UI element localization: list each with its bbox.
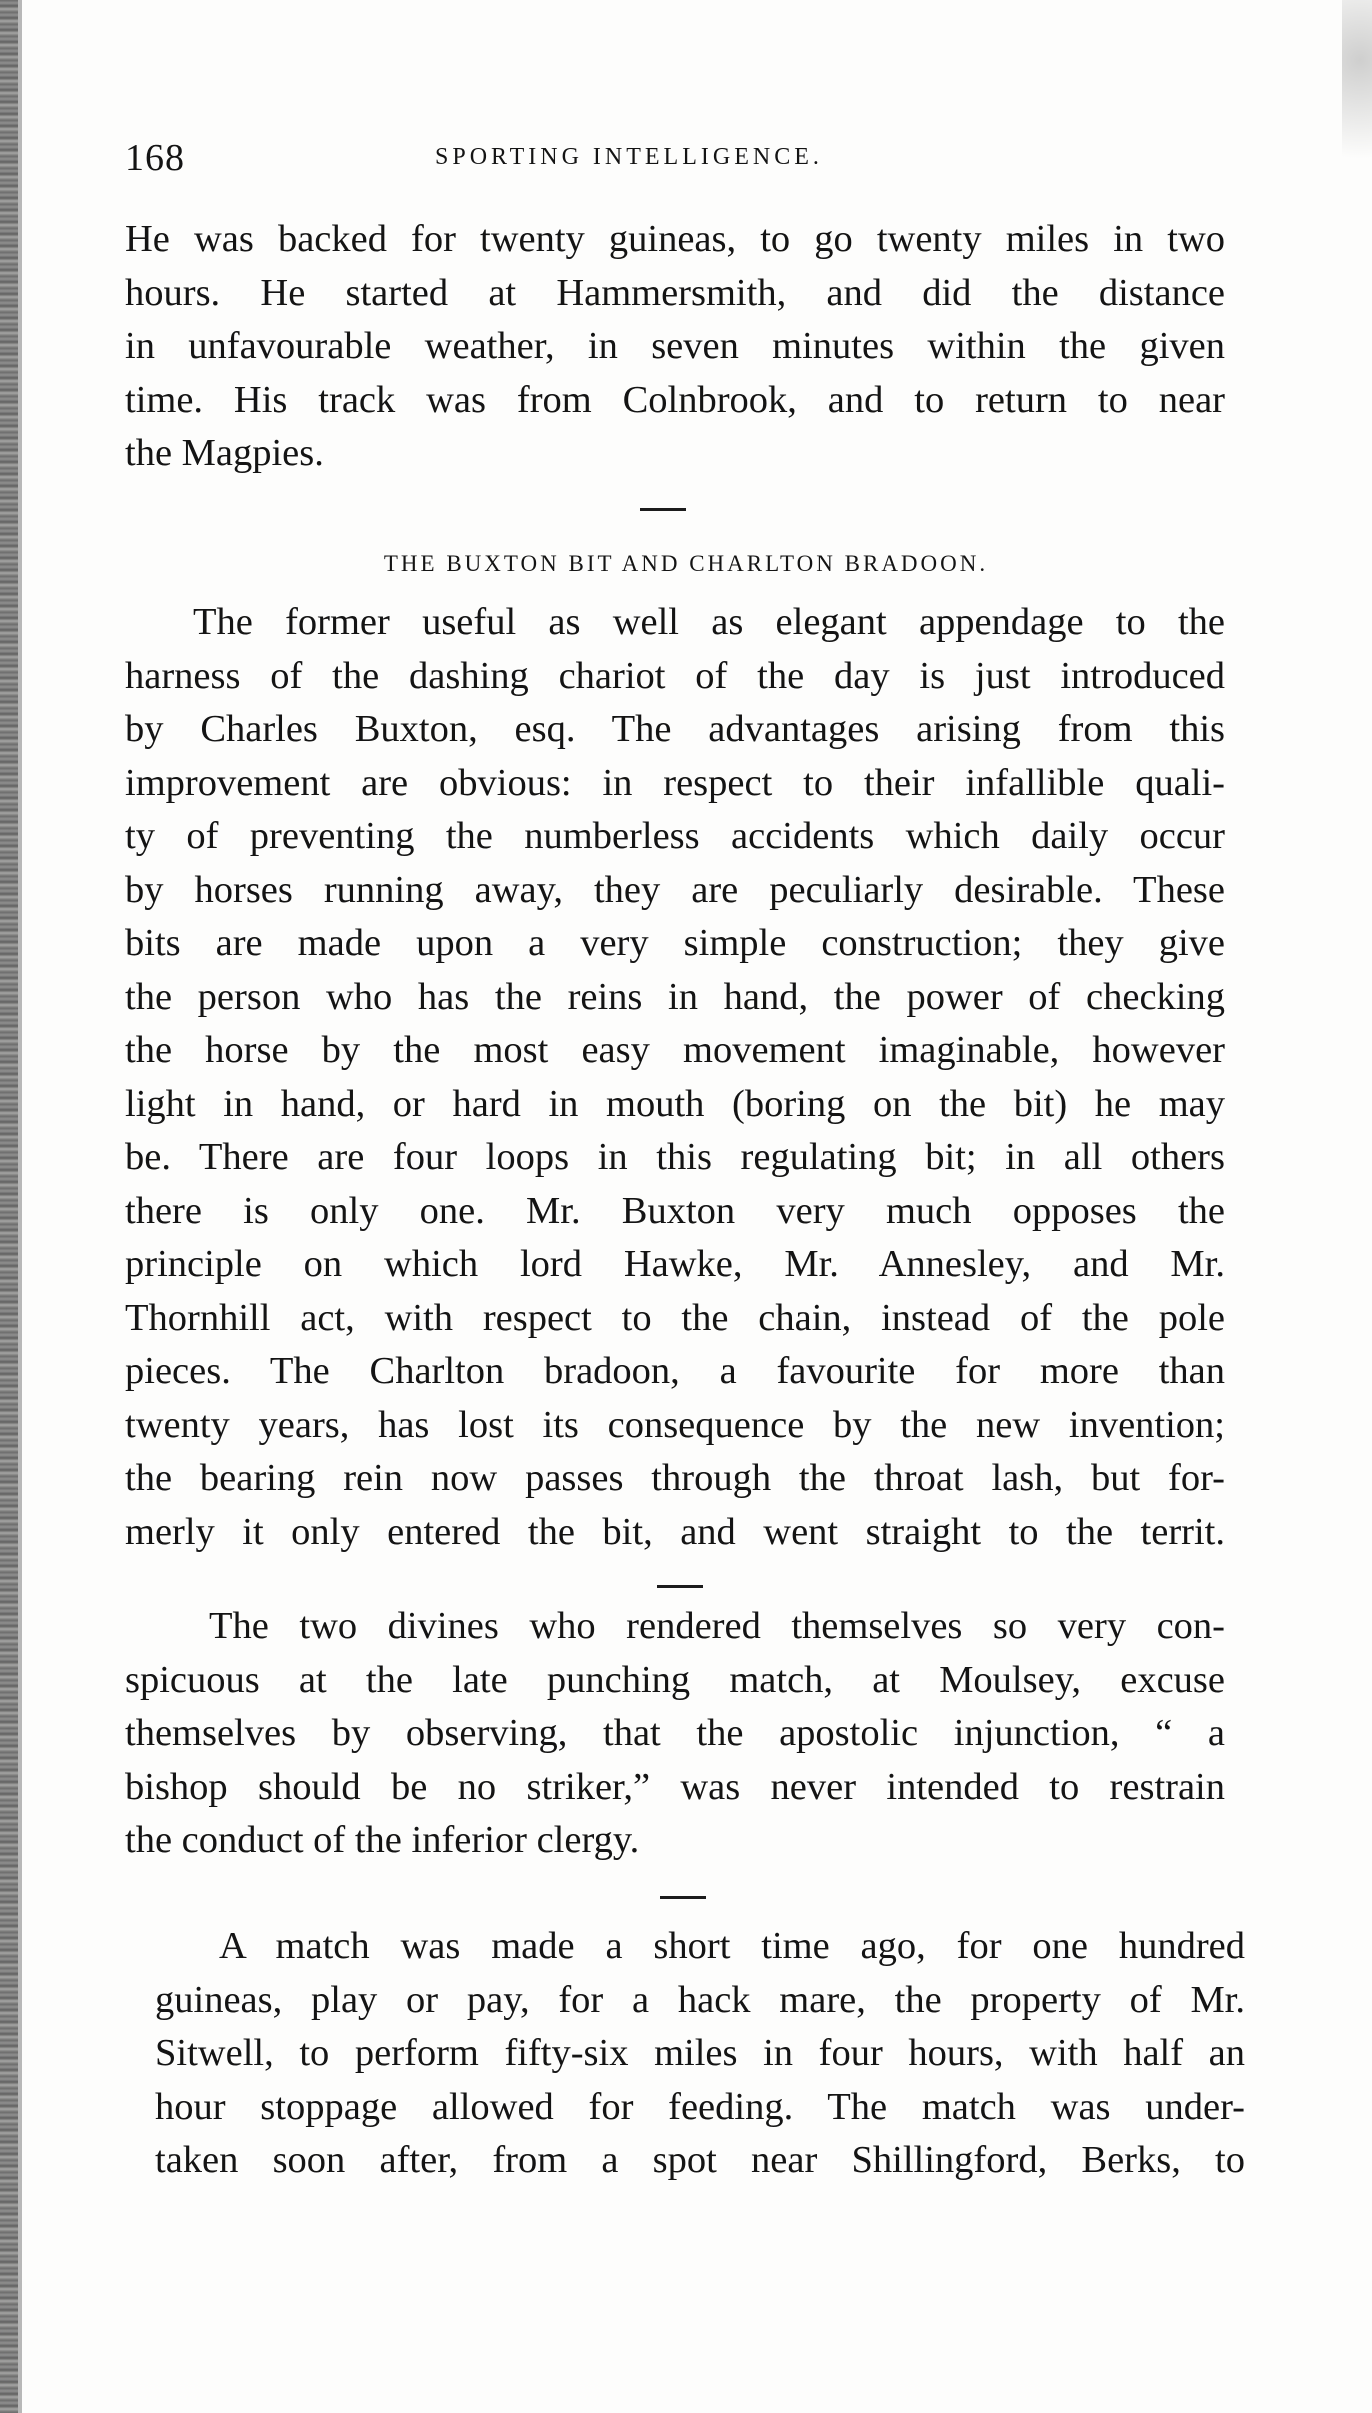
text-line: by Charles Buxton, esq. The advantages arising from this	[125, 708, 1225, 750]
text-line: spicuous at the late punching match, at Moulsey, excuse	[125, 1658, 1225, 1701]
text-line: themselves by observing, that the apostolic injunction, “ a	[125, 1712, 1225, 1754]
text-line: He was backed for twenty guineas, to go twenty miles in two	[125, 218, 1225, 260]
text-line: hour stoppage allowed for feeding. The match was under-	[155, 2085, 1245, 2128]
text-line: bishop should be no striker,” was never intended to restrain	[125, 1765, 1225, 1808]
text-line: pieces. The Charlton bradoon, a favourite for more than	[125, 1350, 1225, 1392]
paragraph-buxton-bit	[125, 596, 1225, 1559]
text-line: light in hand, or hard in mouth (boring on the bit) he may	[125, 1082, 1225, 1125]
section-divider	[657, 1585, 703, 1588]
section-divider	[640, 508, 686, 511]
text-line: The former useful as well as elegant appendage to the	[193, 601, 1225, 643]
text-line: the Magpies.	[125, 432, 324, 474]
text-line: A match was made a short time ago, for one hundred	[219, 1925, 1245, 1967]
text-line: in unfavourable weather, in seven minutes within the given	[125, 325, 1225, 367]
gutter-edge	[18, 0, 22, 2413]
text-line: The two divines who rendered themselves so very con-	[209, 1605, 1225, 1647]
text-line: principle on which lord Hawke, Mr. Annesley, and Mr.	[125, 1243, 1225, 1285]
text-line: improvement are obvious: in respect to their infallible quali-	[125, 761, 1225, 804]
text-line: taken soon after, from a spot near Shillingford, Berks, to	[155, 2139, 1245, 2181]
running-head: SPORTING INTELLIGENCE.	[435, 144, 823, 170]
section-divider	[660, 1896, 706, 1899]
text-line: the horse by the most easy movement imaginable, however	[125, 1029, 1225, 1071]
paragraph-divines	[125, 1600, 1225, 1868]
page-number: 168	[125, 137, 185, 179]
text-line: hours. He started at Hammersmith, and did the distance	[125, 271, 1225, 314]
page-header	[125, 136, 1230, 186]
text-line: bits are made upon a very simple construction; they give	[125, 922, 1225, 964]
text-line: Sitwell, to perform fifty-six miles in four hours, with half an	[155, 2032, 1245, 2074]
text-line: merly it only entered the bit, and went straight to the territ.	[125, 1510, 1225, 1553]
text-line: by horses running away, they are peculiarly desirable. These	[125, 868, 1225, 911]
page-edge-stain	[1342, 0, 1372, 200]
text-line: Thornhill act, with respect to the chain, instead of the pole	[125, 1296, 1225, 1339]
binding-gutter	[0, 0, 18, 2413]
text-line: time. His track was from Colnbrook, and to return to near	[125, 378, 1225, 421]
text-line: ty of preventing the numberless accidents which daily occur	[125, 815, 1225, 857]
text-line: there is only one. Mr. Buxton very much opposes the	[125, 1189, 1225, 1232]
section-heading: THE BUXTON BIT AND CHARLTON BRADOON.	[383, 551, 989, 576]
text-line: be. There are four loops in this regulating bit; in all others	[125, 1136, 1225, 1178]
text-line: the bearing rein now passes through the throat lash, but for-	[125, 1457, 1225, 1499]
paragraph-continuation	[125, 213, 1225, 481]
text-line: twenty years, has lost its consequence by the new invention;	[125, 1403, 1225, 1446]
text-line: the person who has the reins in hand, the power of checking	[125, 975, 1225, 1018]
text-line: harness of the dashing chariot of the day is just introduced	[125, 654, 1225, 697]
text-line: guineas, play or pay, for a hack mare, the property of Mr.	[155, 1978, 1245, 2021]
text-line: the conduct of the inferior clergy.	[125, 1819, 640, 1861]
paragraph-match	[155, 1920, 1245, 2188]
